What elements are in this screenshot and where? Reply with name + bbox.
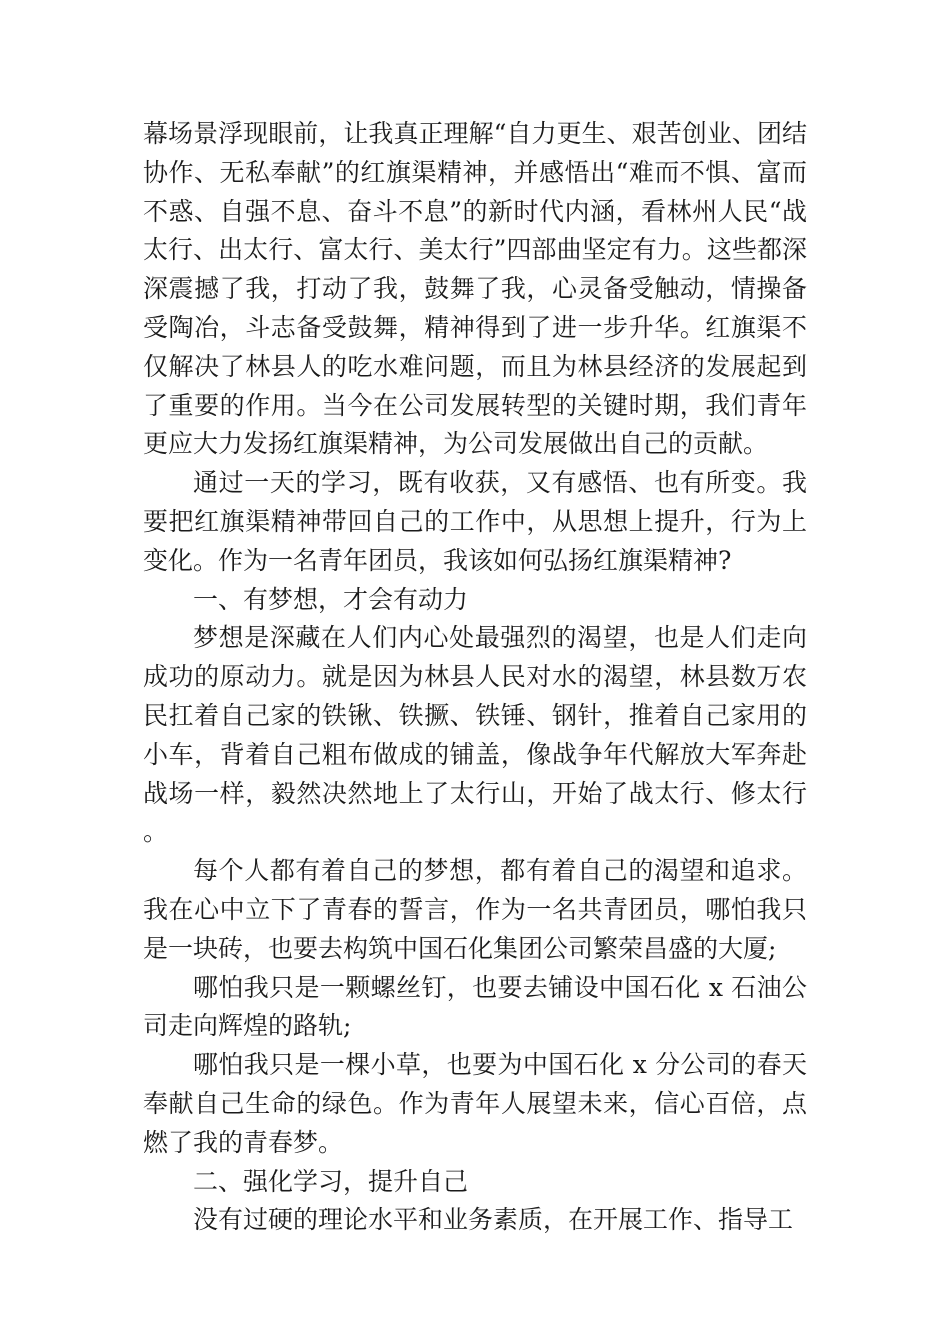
section-heading-dream: 一、有梦想，才会有动力 [193, 584, 469, 614]
section-heading-learning: 二、强化学习，提升自己 [193, 1166, 469, 1196]
paragraph-screw-metaphor: 哪怕我只是一颗螺丝钉，也要去铺设中国石化 x 石油公司走向辉煌的路轨; [143, 972, 807, 1041]
paragraph-grass-metaphor: 哪怕我只是一棵小草，也要为中国石化 x 分公司的春天奉献自己生命的绿色。作为青年人展望未来，信心百倍，点燃了我的青春梦。 [143, 1050, 807, 1157]
paragraph-personal-dream: 每个人都有着自己的梦想，都有着自己的渴望和追求。我在心中立下了青春的誓言，作为一名共青团员，哪怕我只是一块砖，也要去构筑中国石化集团公司繁荣昌盛的大厦; [143, 856, 807, 963]
paragraph-learning-start: 没有过硬的理论水平和业务素质，在开展工作、指导工 [193, 1205, 794, 1235]
paragraph-continuation-red-flag-canal-spirit: 幕场景浮现眼前，让我真正理解“自力更生、艰苦创业、团结协作、无私奉献”的红旗渠精神，并感悟出“难而不惧、富而不惑、自强不息、奋斗不息”的新时代内涵，看林州人民“战太行、出太行、富太行、美太行”四部曲坚定有力。这些都深深震撼了我，打动了我，鼓舞了我，心灵备受触动，情操备受陶冶，斗志备受鼓舞，精神得到了进一步升华。红旗渠不仅解决了林县人的吃水难问题，而且为林县经济的发展起到了重要的作用。当今在公司发展转型的关键时期，我们青年更应大力发扬红旗渠精神，为公司发展做出自己的贡献。 [143, 119, 807, 459]
document-page [143, 115, 807, 1240]
paragraph-study-reflection: 通过一天的学习，既有收获，又有感悟、也有所变。我要把红旗渠精神带回自己的工作中，从思想上提升，行为上变化。作为一名青年团员，我该如何弘扬红旗渠精神? [143, 468, 807, 575]
paragraph-dream-motivation: 梦想是深藏在人们内心处最强烈的渴望，也是人们走向成功的原动力。就是因为林县人民对水的渴望，林县数万农民扛着自己家的铁锹、铁撅、铁锤、钢针，推着自己家用的小车，背着自己粗布做成的铺盖，像战争年代解放大军奔赴战场一样，毅然决然地上了太行山，开始了战太行、修太行。 [143, 623, 807, 847]
